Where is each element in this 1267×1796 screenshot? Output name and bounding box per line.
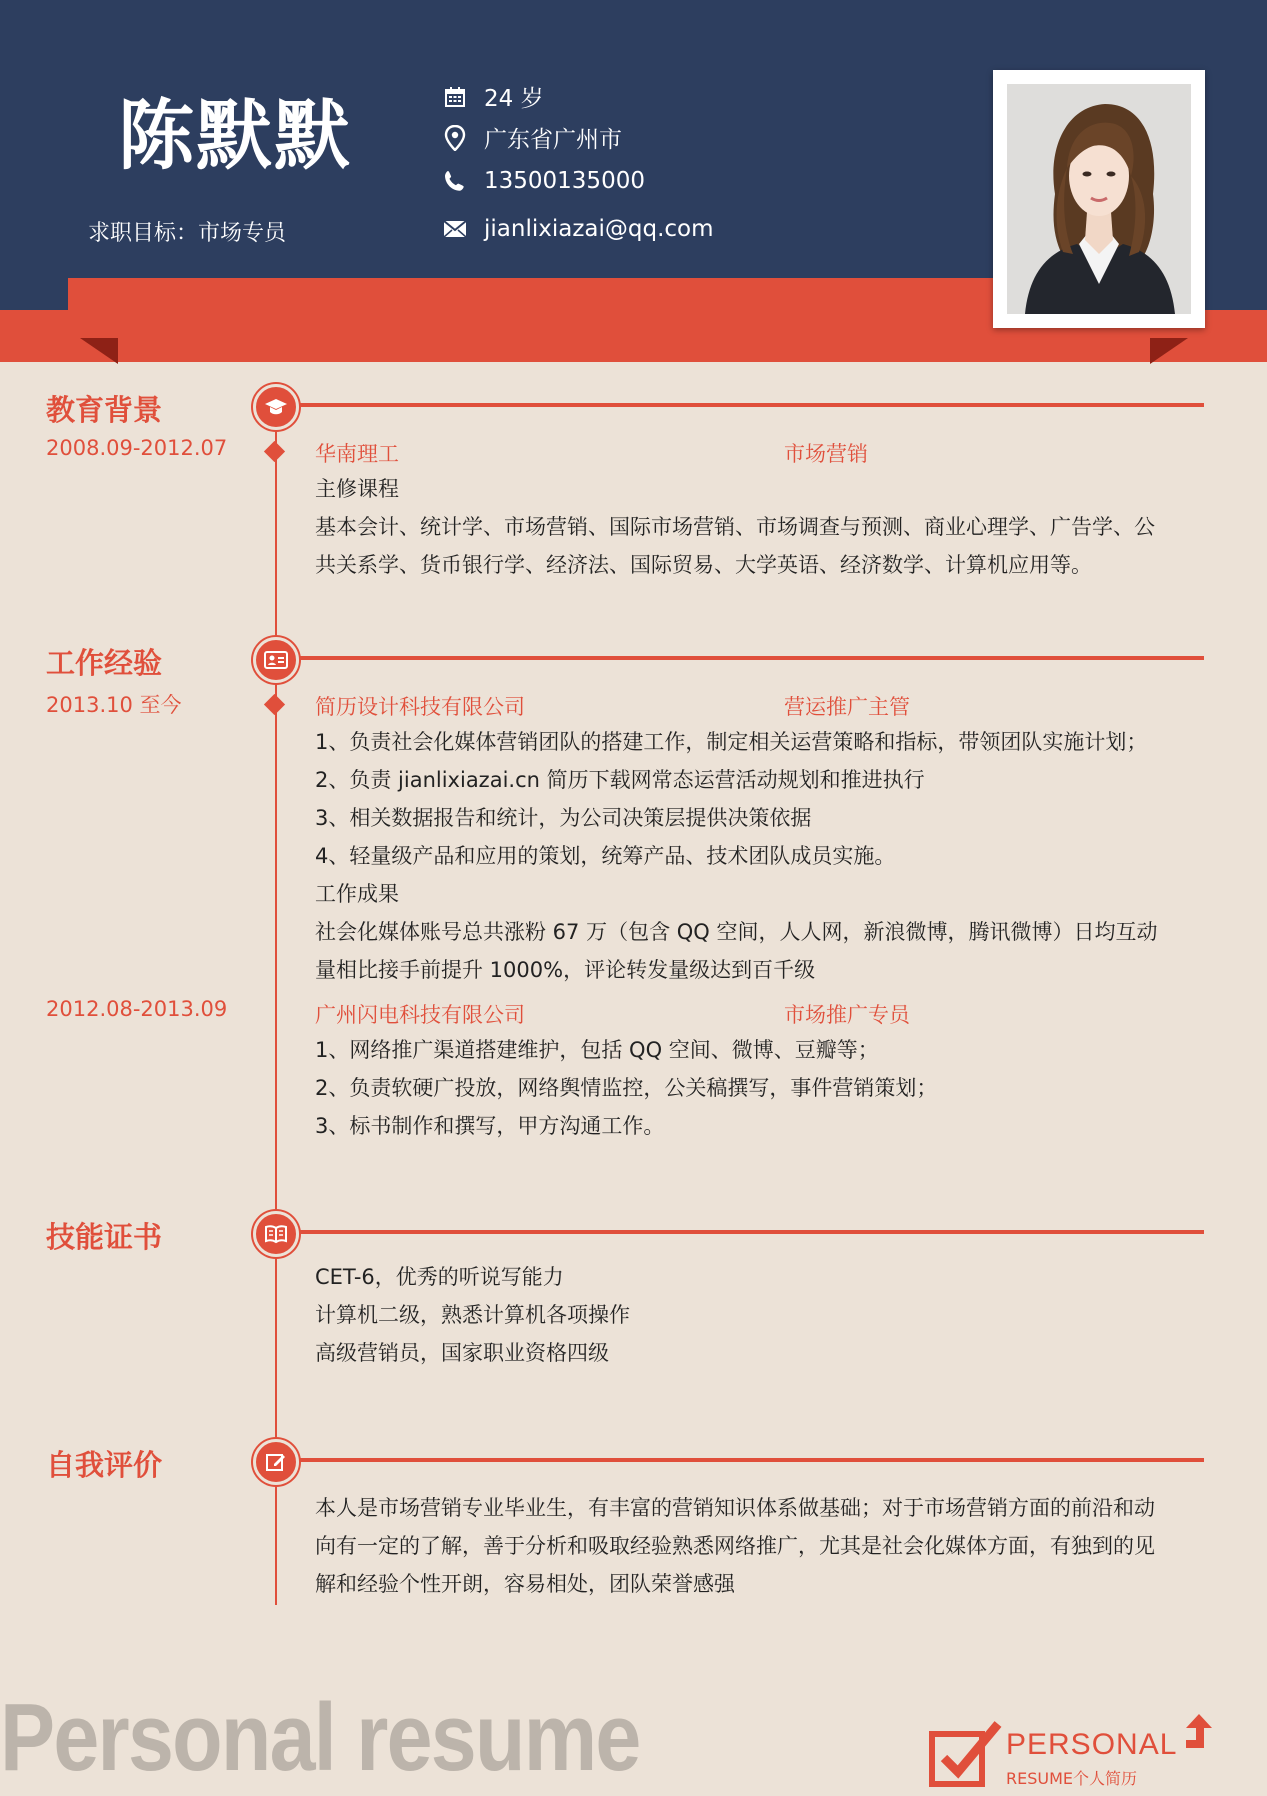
work-position: 市场推广专员 (784, 1003, 910, 1027)
work-entry-marker (264, 694, 285, 715)
education-details (315, 470, 1205, 584)
checkmark-logo-icon (928, 1716, 1004, 1796)
edit-icon (253, 1439, 299, 1485)
self-evaluation (315, 1489, 1205, 1603)
info-phone (442, 168, 645, 194)
location-text: 广东省广州市 (484, 127, 622, 153)
text-line: 3、标书制作和撰写，甲方沟通工作。 (315, 1114, 665, 1138)
education-rule (292, 403, 1204, 407)
text-line: 基本会计、统计学、市场营销、国际市场营销、市场调查与预测、商业心理学、广告学、公 (315, 515, 1155, 539)
text-line: 共关系学、货币银行学、经济法、国际贸易、大学英语、经济数学、计算机应用等。 (315, 553, 1092, 577)
text-line: 向有一定的了解，善于分析和吸取经验熟悉网络推广，尤其是社会化媒体方面，有独到的见 (315, 1534, 1155, 1558)
logo-word: PERSONAL (1006, 1728, 1178, 1761)
text-line: 计算机二级，熟悉计算机各项操作 (315, 1303, 630, 1327)
work-position: 营运推广主管 (784, 695, 910, 719)
location-pin-icon (442, 125, 468, 151)
graduation-cap-icon (253, 384, 299, 430)
self-title: 自我评价 (46, 1448, 163, 1482)
text-line: CET-6，优秀的听说写能力 (315, 1265, 564, 1289)
work-date: 2013.10 至今 (46, 693, 182, 717)
id-card-icon (253, 637, 299, 683)
education-title: 教育背景 (46, 393, 163, 427)
text-line: 2、负责 jianlixiazai.cn 简历下载网常态运营活动规划和推进执行 (315, 768, 925, 792)
phone-text: 13500135000 (484, 168, 645, 194)
phone-icon (442, 168, 468, 194)
job-objective: 求职目标：市场专员 (88, 221, 287, 246)
info-age (442, 80, 544, 113)
work-details (315, 723, 1205, 989)
education-entry-marker (264, 441, 285, 462)
ribbon-fold-left (80, 338, 118, 364)
skills-title: 技能证书 (46, 1220, 163, 1254)
profile-photo (1007, 84, 1191, 314)
age-text: 24 岁 (484, 86, 544, 112)
info-email (442, 216, 714, 242)
envelope-icon (442, 216, 468, 242)
text-line: 1、网络推广渠道搭建维护，包括 QQ 空间、微博、豆瓣等； (315, 1038, 879, 1062)
text-line: 量相比接手前提升 1000%，评论转发量级达到百千级 (315, 958, 816, 982)
work-details (315, 1031, 1205, 1145)
email-text: jianlixiazai@qq.com (484, 216, 714, 242)
text-line: 2、负责软硬广投放，网络舆情监控，公关稿撰写，事件营销策划； (315, 1076, 938, 1100)
logo-subtitle: RESUME个人简历 (1006, 1769, 1138, 1788)
info-location (442, 121, 622, 154)
text-line: 主修课程 (315, 477, 399, 501)
watermark-text: Personal resume (0, 1684, 640, 1791)
work-title: 工作经验 (46, 646, 163, 680)
work-company: 广州闪电科技有限公司 (315, 1003, 525, 1027)
text-line: 高级营销员，国家职业资格四级 (315, 1341, 609, 1365)
candidate-name: 陈默默 (118, 91, 352, 180)
education-date: 2008.09-2012.07 (46, 436, 228, 460)
text-line: 1、负责社会化媒体营销团队的搭建工作，制定相关运营策略和指标，带领团队实施计划； (315, 730, 1148, 754)
book-icon (253, 1211, 299, 1257)
arrow-up-icon (1184, 1712, 1214, 1760)
work-date: 2012.08-2013.09 (46, 997, 228, 1021)
timeline-line (275, 400, 277, 1605)
ribbon-fold-right (1150, 338, 1188, 364)
text-line: 社会化媒体账号总共涨粉 67 万（包含 QQ 空间，人人网，新浪微博，腾讯微博）日均互动 (315, 920, 1158, 944)
text-line: 本人是市场营销专业毕业生，有丰富的营销知识体系做基础；对于市场营销方面的前沿和动 (315, 1496, 1155, 1520)
work-rule (292, 656, 1204, 660)
education-school: 华南理工 (315, 442, 399, 466)
text-line: 4、轻量级产品和应用的策划，统筹产品、技术团队成员实施。 (315, 844, 896, 868)
skills-rule (292, 1230, 1204, 1234)
text-line: 3、相关数据报告和统计，为公司决策层提供决策依据 (315, 806, 812, 830)
work-company: 简历设计科技有限公司 (315, 695, 525, 719)
skills-list (315, 1258, 1205, 1372)
text-line: 解和经验个性开朗，容易相处，团队荣誉感强 (315, 1572, 735, 1596)
education-major: 市场营销 (784, 442, 868, 466)
text-line: 工作成果 (315, 882, 399, 906)
calendar-icon (442, 84, 468, 110)
self-rule (292, 1458, 1204, 1462)
